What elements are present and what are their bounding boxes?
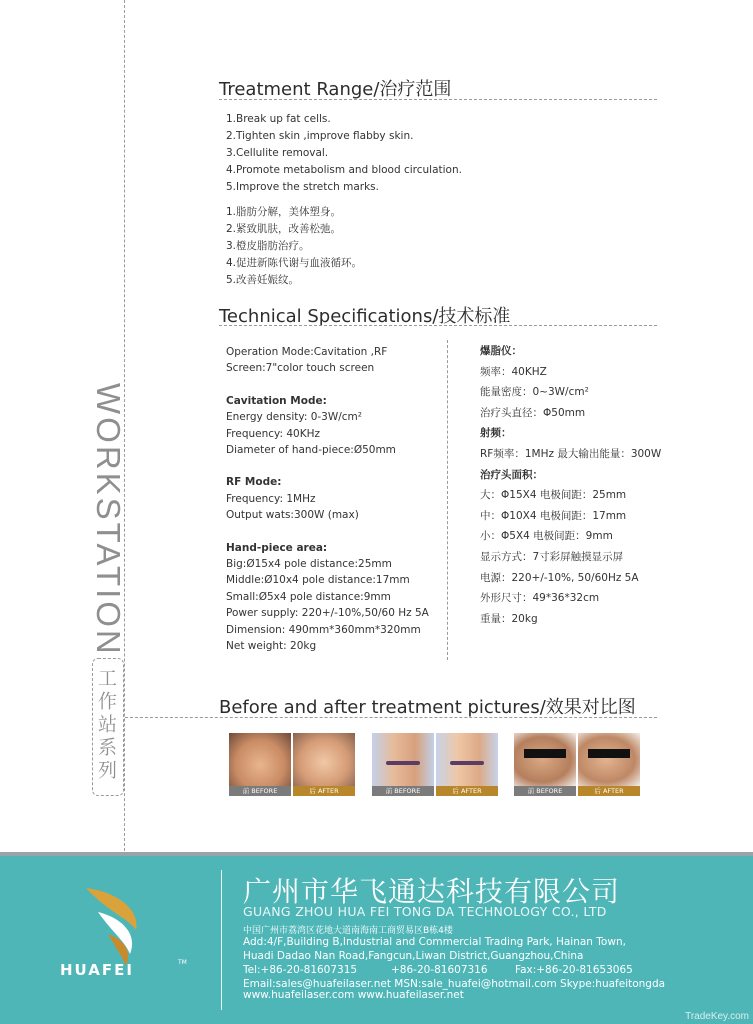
spacer <box>226 458 429 474</box>
treatment-list-cn <box>226 204 362 289</box>
spec-column-divider <box>447 340 448 660</box>
address-en-line2: Huadi Dadao Nan Road,Fangcun,Liwan District,Guangzhou,China <box>243 950 584 962</box>
photo-abdomen-after <box>293 733 355 796</box>
spec-line: Big:Ø15x4 pole distance:25mm <box>226 558 392 571</box>
after-caption: 后 AFTER <box>436 786 498 796</box>
before-caption: 前 BEFORE <box>514 786 576 796</box>
photo-waist-after <box>436 733 498 796</box>
tradekey-watermark: TradeKey.com <box>685 1011 749 1022</box>
series-vertical-label-cn: 工作站系列 <box>95 668 117 783</box>
spec-line: Screen:7"color touch screen <box>226 362 375 375</box>
specs-english <box>226 344 429 655</box>
spec-line: Dimension: 490mm*360mm*320mm <box>226 623 421 636</box>
list-item: 4.Promote metabolism and blood circulation. <box>226 164 462 176</box>
spec-line: RF频率：1MHz 最大输出能量：300W <box>480 447 662 460</box>
eye-censor-bar <box>588 749 630 758</box>
phone-fax-line <box>243 964 713 978</box>
swimwear-band <box>386 761 420 765</box>
address-en-line1: Add:4/F,Building B,Industrial and Commercial Trading Park, Hainan Town, <box>243 936 626 948</box>
treatment-range-title: Treatment Range/治疗范围 <box>219 79 452 100</box>
tech-specs-title-rule <box>219 325 657 326</box>
huafei-wing-logo-icon <box>78 882 148 972</box>
workstation-vertical-label: WORKSTATION <box>90 383 127 657</box>
list-item: 3.Cellulite removal. <box>226 147 329 159</box>
cavitation-heading-cn: 爆脂仪： <box>480 345 522 357</box>
photo-face-before <box>514 733 576 796</box>
photo-abdomen-before <box>229 733 291 796</box>
spec-line: Net weight: 20kg <box>226 640 317 653</box>
company-name-en: GUANG ZHOU HUA FEI TONG DA TECHNOLOGY CO., LTD <box>243 904 607 919</box>
list-item: 3.橙皮脂肪治疗。 <box>226 240 310 252</box>
treatment-title-rule <box>219 99 657 100</box>
logo-trademark: TM <box>178 959 187 966</box>
spec-line: 治疗头直径：Φ50mm <box>480 406 586 419</box>
spec-line: 显示方式：7寸彩屏触摸显示屏 <box>480 550 624 563</box>
spec-line: 中：Φ10X4 电极间距：17mm <box>480 509 627 522</box>
photo-waist-before <box>372 733 434 796</box>
email-msn-skype-line[interactable]: Email:sales@huafeilaser.net MSN:sale_huafei@hotmail.com Skype:huafeitongda <box>243 978 666 990</box>
spacer <box>226 524 429 540</box>
spec-line: Small:Ø5x4 pole distance:9mm <box>226 590 391 603</box>
spec-line: Frequency: 40KHz <box>226 427 321 440</box>
before-after-title-rule <box>125 717 657 718</box>
spec-line: Power supply: 220+/-10%,50/60 Hz 5A <box>226 607 429 620</box>
list-item: 4.促进新陈代谢与血液循环。 <box>226 257 363 269</box>
waist-before-image <box>372 733 434 786</box>
spec-line: 重量：20kg <box>480 612 538 625</box>
spec-line: 大：Φ15X4 电极间距：25mm <box>480 489 627 502</box>
spec-line: 电源：220+/-10%, 50/60Hz 5A <box>480 571 639 584</box>
rf-heading-cn: 射频： <box>480 427 512 440</box>
list-item: 5.改善妊娠纹。 <box>226 274 300 286</box>
after-caption: 后 AFTER <box>578 786 640 796</box>
logo-wordmark: HUAFEI <box>60 961 134 979</box>
spec-line: Output wats:300W (max) <box>226 509 359 522</box>
rf-heading: RF Mode: <box>226 476 282 489</box>
phone-1: Tel:+86-20-81607315 <box>243 964 358 976</box>
footer-divider <box>221 870 222 1010</box>
handpiece-heading: Hand-piece area: <box>226 541 328 554</box>
spec-line: Diameter of hand-piece:Ø50mm <box>226 444 396 457</box>
eye-censor-bar <box>524 749 566 758</box>
list-item: 1.Break up fat cells. <box>226 113 331 125</box>
face-before-image <box>514 733 576 786</box>
list-item: 2.Tighten skin ,improve flabby skin. <box>226 130 414 142</box>
phone-2: +86-20-81607316 <box>391 964 488 976</box>
address-cn: 中国广州市荔湾区花地大道南海南工商贸易区B栋4楼 <box>243 926 453 936</box>
company-name-cn: 广州市华飞通达科技有限公司 <box>243 875 621 908</box>
waist-after-image <box>436 733 498 786</box>
spec-line: Frequency: 1MHz <box>226 492 316 505</box>
handpiece-heading-cn: 治疗头面积： <box>480 468 543 481</box>
before-caption: 前 BEFORE <box>372 786 434 796</box>
spec-line: 外形尺寸：49*36*32cm <box>480 592 600 605</box>
spec-line: Operation Mode:Cavitation ,RF <box>226 346 388 358</box>
before-after-title: Before and after treatment pictures/效果对比图 <box>219 697 636 718</box>
footer <box>0 856 753 1024</box>
cavitation-heading: Cavitation Mode: <box>226 394 327 407</box>
spec-line: 能量密度：0~3W/cm² <box>480 386 589 399</box>
photo-face-after <box>578 733 640 796</box>
spacer <box>226 377 429 393</box>
list-item: 2.紧致肌肤，改善松弛。 <box>226 223 342 235</box>
treatment-list-en <box>226 111 462 196</box>
face-after-image <box>578 733 640 786</box>
swimwear-band <box>450 761 484 765</box>
website-links[interactable]: www.huafeilaser.com www.huafeilaser.net <box>243 989 464 1001</box>
fax-number: Fax:+86-20-81653065 <box>515 964 633 976</box>
abdomen-after-image <box>293 733 355 786</box>
tech-specs-title: Technical Specifications/技术标准 <box>219 306 511 327</box>
list-item: 5.Improve the stretch marks. <box>226 181 379 193</box>
spec-line: Middle:Ø10x4 pole distance:17mm <box>226 574 410 587</box>
list-item: 1.脂肪分解，美体塑身。 <box>226 206 342 218</box>
spec-line: 频率：40KHZ <box>480 365 547 378</box>
specs-chinese <box>480 341 661 629</box>
before-caption: 前 BEFORE <box>229 786 291 796</box>
spec-line: 小：Φ5X4 电极间距：9mm <box>480 530 613 543</box>
spec-line: Energy density: 0-3W/cm² <box>226 411 362 424</box>
abdomen-before-image <box>229 733 291 786</box>
after-caption: 后 AFTER <box>293 786 355 796</box>
